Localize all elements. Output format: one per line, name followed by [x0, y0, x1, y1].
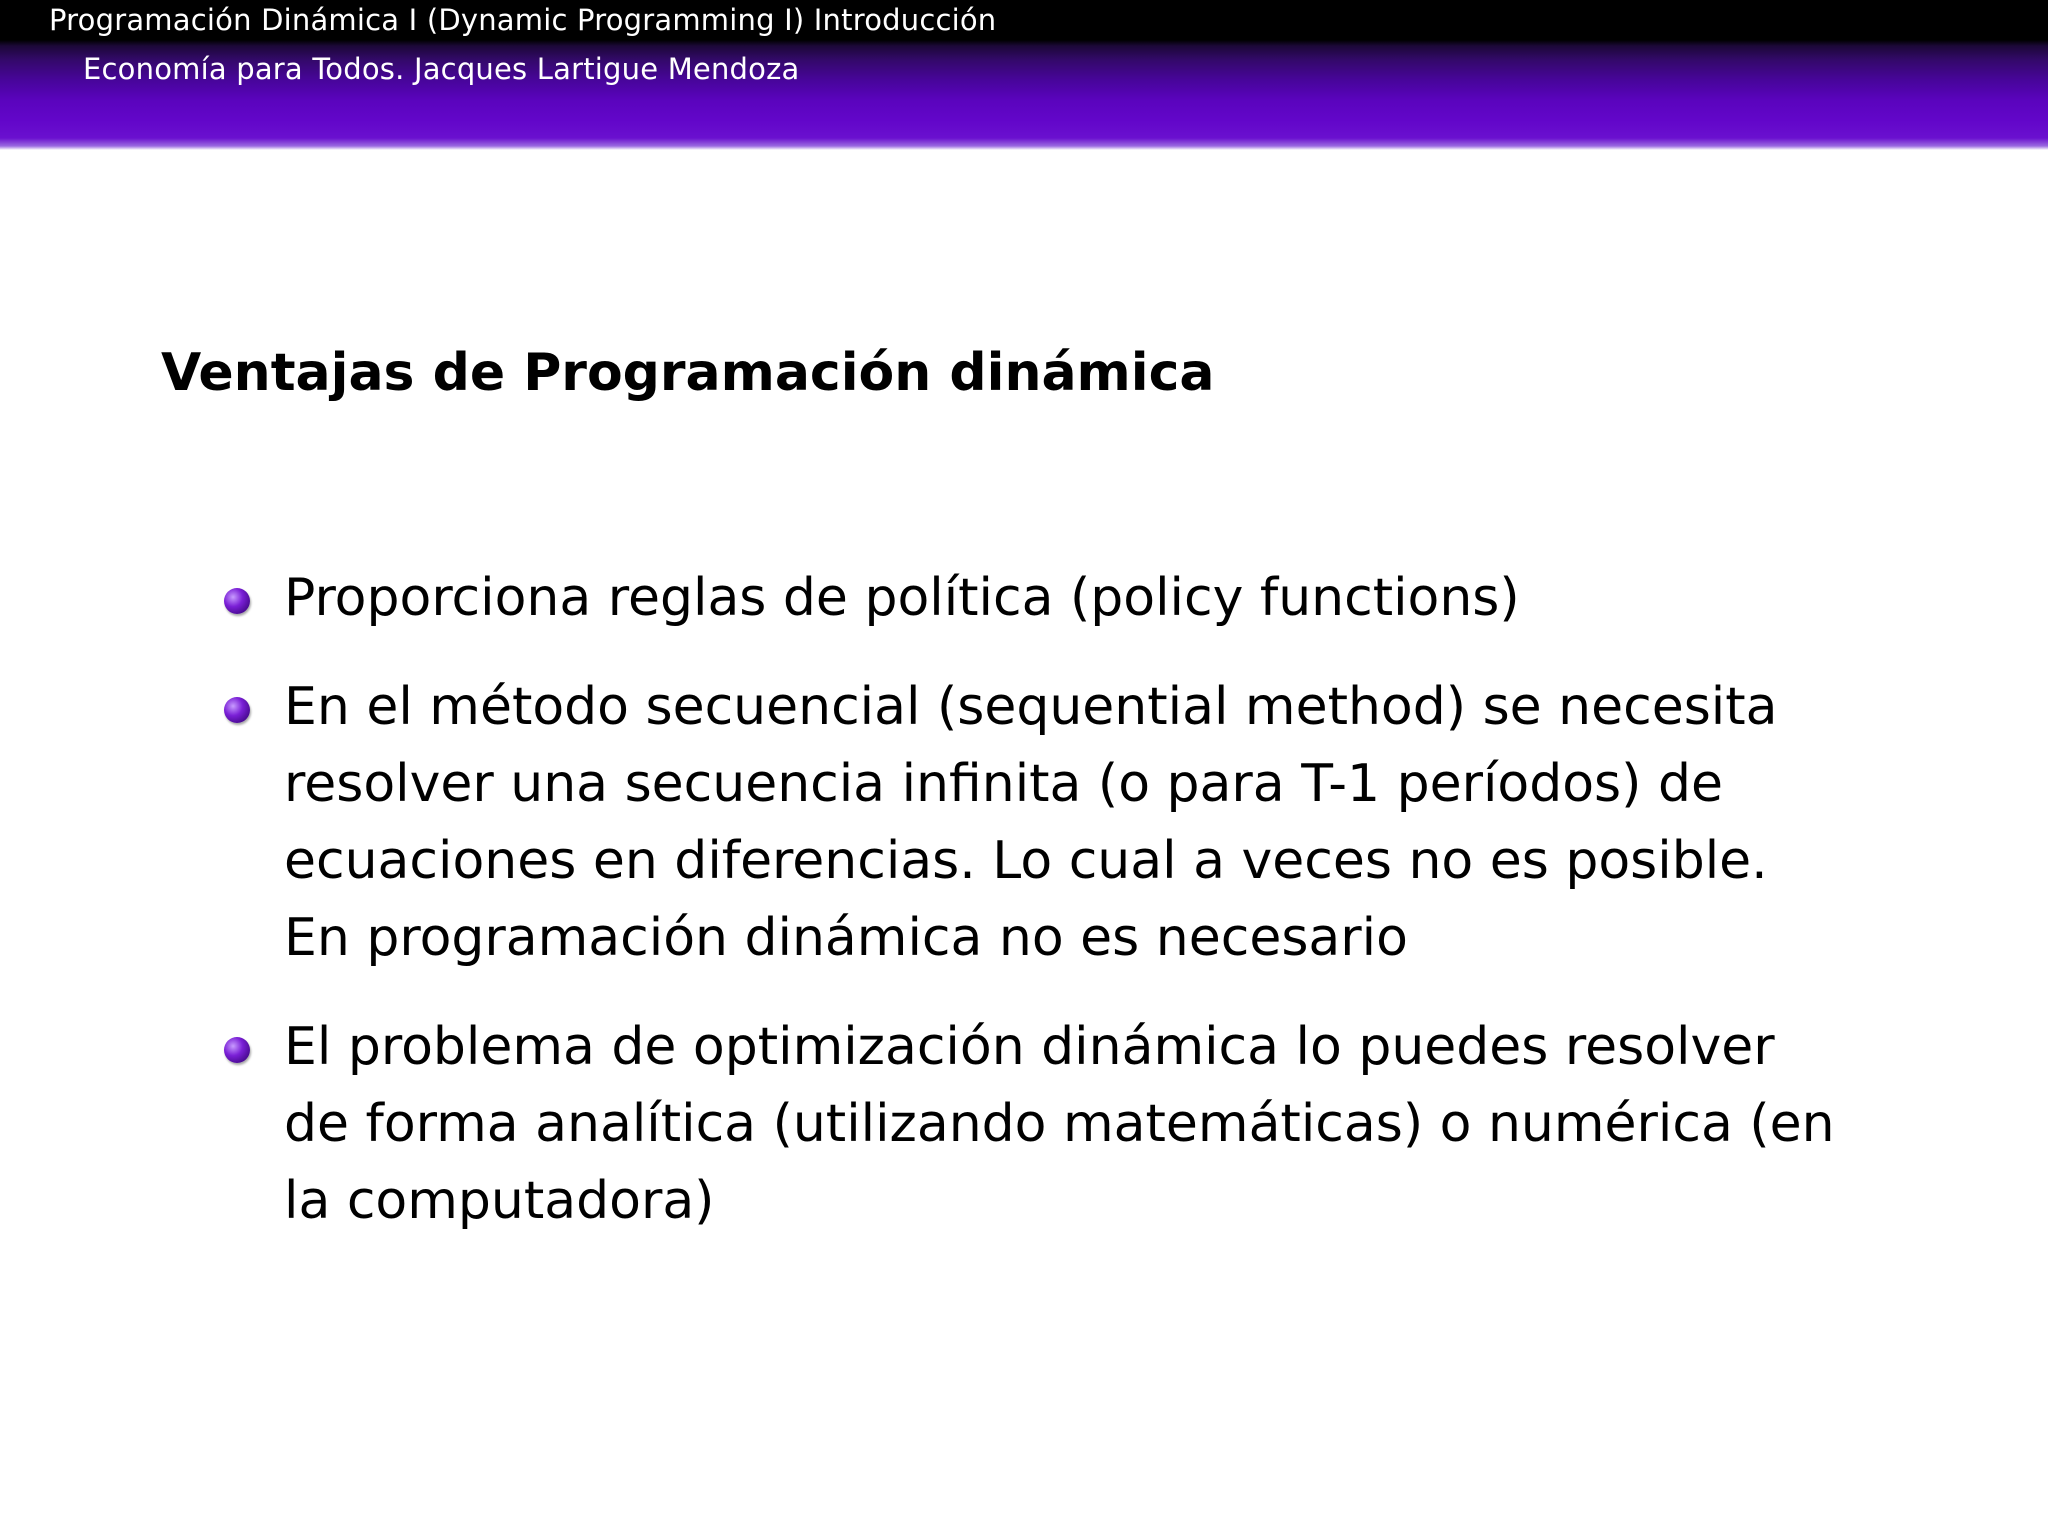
bullet-list: [222, 560, 1842, 1272]
bullet-item: [222, 1009, 1842, 1240]
presentation-subtitle: Economía para Todos. Jacques Lartigue Mendoza: [83, 52, 800, 86]
presentation-title: Programación Dinámica I (Dynamic Programming I) Introducción: [49, 3, 997, 37]
frame-title: Ventajas de Programación dinámica: [161, 343, 1215, 403]
bullet-text: El problema de optimización dinámica lo puedes resolver de forma analítica (utilizando matemáticas) o numérica (en la computadora): [284, 1017, 1835, 1231]
bullet-text: En el método secuencial (sequential method) se necesita resolver una secuencia infinita (o para T-1 períodos) de ecuaciones en diferencias. Lo cual a veces no es posible. En programación dinámica no es necesario: [284, 677, 1778, 968]
header-bar: [0, 0, 2048, 150]
bullet-text: Proporciona reglas de política (policy functions): [284, 568, 1520, 628]
bullet-ball-icon: [224, 588, 250, 614]
bullet-item: [222, 560, 1842, 637]
bullet-item: [222, 669, 1842, 977]
bullet-ball-icon: [224, 1037, 250, 1063]
bullet-ball-icon: [224, 697, 250, 723]
